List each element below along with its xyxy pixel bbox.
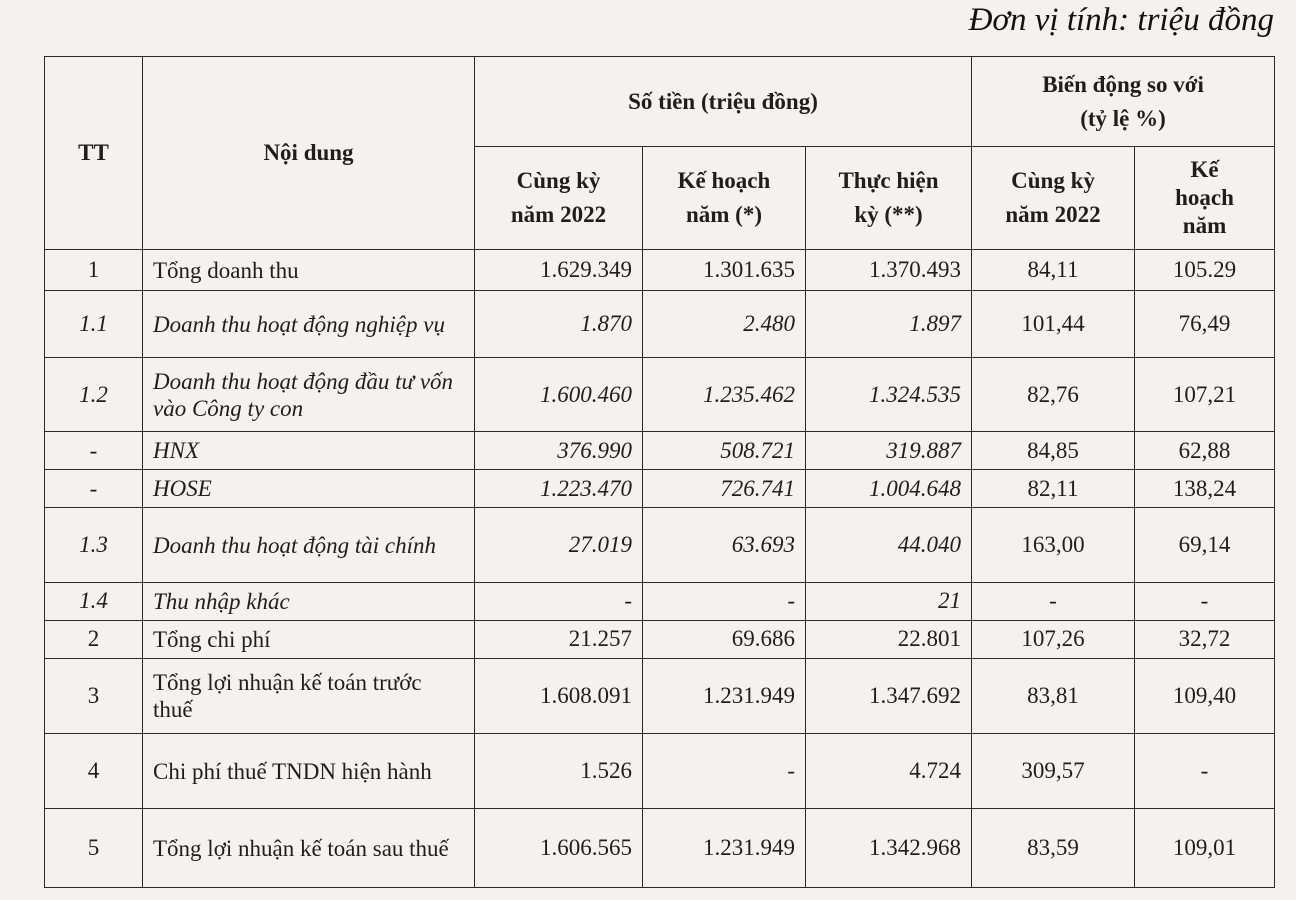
header-change-line1: Biến động so với [1042, 71, 1204, 97]
cell-prev-2022: 1.870 [475, 291, 643, 358]
cell-vs-plan: 69,14 [1135, 508, 1275, 582]
cell-vs-plan: 107,21 [1135, 357, 1275, 431]
cell-actual: 1.324.535 [806, 357, 972, 431]
table-row [45, 508, 1275, 582]
table-header [45, 57, 1275, 250]
cell-tt: 3 [45, 658, 143, 733]
cell-content: Tổng lợi nhuận kế toán trước thuế [143, 658, 475, 733]
table-row [45, 357, 1275, 431]
cell-actual: 1.347.692 [806, 658, 972, 733]
header-content: Nội dung [143, 57, 475, 250]
header-col-plan-line1: Kế hoạch [677, 168, 771, 193]
cell-content: HOSE [143, 470, 475, 508]
cell-content: HNX [143, 432, 475, 470]
cell-actual: 1.897 [806, 291, 972, 358]
header-col-actual-line1: Thực hiện [838, 168, 939, 193]
cell-actual: 1.342.968 [806, 809, 972, 888]
cell-prev-2022: 1.629.349 [475, 250, 643, 291]
header-col-plan [643, 147, 806, 250]
cell-prev-2022: 1.606.565 [475, 809, 643, 888]
cell-vs-plan: 32,72 [1135, 620, 1275, 658]
table-body [45, 250, 1275, 888]
cell-vs-plan: 76,49 [1135, 291, 1275, 358]
header-col-plan-line2: năm (*) [685, 202, 763, 227]
cell-plan: - [643, 734, 806, 809]
cell-actual: 21 [806, 582, 972, 620]
cell-plan: 63.693 [643, 508, 806, 582]
table-row [45, 809, 1275, 888]
cell-vs-prev: 84,85 [972, 432, 1135, 470]
header-col-vs-prev-line1: Cùng kỳ [1011, 168, 1095, 193]
cell-content: Tổng lợi nhuận kế toán sau thuế [143, 809, 475, 888]
table-row [45, 291, 1275, 358]
cell-plan: 2.480 [643, 291, 806, 358]
cell-vs-prev: 82,76 [972, 357, 1135, 431]
header-change-line2: (tỷ lệ %) [1080, 105, 1166, 131]
cell-prev-2022: 1.223.470 [475, 470, 643, 508]
table-row [45, 734, 1275, 809]
cell-tt: 1 [45, 250, 143, 291]
cell-vs-prev: 101,44 [972, 291, 1135, 358]
cell-vs-prev: 83,59 [972, 809, 1135, 888]
cell-prev-2022: 21.257 [475, 620, 643, 658]
financial-table [44, 56, 1275, 888]
cell-prev-2022: 376.990 [475, 432, 643, 470]
cell-plan: 726.741 [643, 470, 806, 508]
cell-plan: 1.235.462 [643, 357, 806, 431]
cell-actual: 22.801 [806, 620, 972, 658]
header-col-vs-plan-line1: Kế [1190, 157, 1219, 182]
header-col-actual-line2: kỳ (**) [854, 202, 923, 227]
header-tt: TT [45, 57, 143, 250]
cell-vs-plan: 109,01 [1135, 809, 1275, 888]
cell-vs-plan: - [1135, 582, 1275, 620]
cell-prev-2022: - [475, 582, 643, 620]
header-col-vs-plan-line2: hoạch [1175, 185, 1234, 210]
cell-content: Doanh thu hoạt động nghiệp vụ [143, 291, 475, 358]
cell-plan: - [643, 582, 806, 620]
table-row [45, 432, 1275, 470]
cell-prev-2022: 27.019 [475, 508, 643, 582]
table-row [45, 582, 1275, 620]
table-row [45, 250, 1275, 291]
cell-content: Doanh thu hoạt động đầu tư vốn vào Công ty con [143, 357, 475, 431]
cell-content: Thu nhập khác [143, 582, 475, 620]
cell-vs-prev: 83,81 [972, 658, 1135, 733]
cell-actual: 1.370.493 [806, 250, 972, 291]
cell-plan: 1.231.949 [643, 658, 806, 733]
cell-tt: - [45, 470, 143, 508]
header-col-prev [475, 147, 643, 250]
cell-content: Tổng doanh thu [143, 250, 475, 291]
cell-vs-prev: 82,11 [972, 470, 1135, 508]
cell-vs-plan: 138,24 [1135, 470, 1275, 508]
cell-vs-plan: - [1135, 734, 1275, 809]
cell-tt: - [45, 432, 143, 470]
header-col-vs-plan-line3: năm [1182, 213, 1227, 238]
cell-vs-prev: 107,26 [972, 620, 1135, 658]
cell-tt: 1.1 [45, 291, 143, 358]
cell-actual: 319.887 [806, 432, 972, 470]
cell-content: Tổng chi phí [143, 620, 475, 658]
cell-vs-prev: 163,00 [972, 508, 1135, 582]
header-change-group [972, 57, 1275, 147]
unit-label: Đơn vị tính: triệu đồng [968, 2, 1274, 38]
header-col-vs-prev-line2: năm 2022 [1005, 202, 1101, 227]
cell-vs-plan: 105.29 [1135, 250, 1275, 291]
cell-vs-prev: 309,57 [972, 734, 1135, 809]
header-col-prev-line1: Cùng kỳ [516, 168, 601, 193]
table-row [45, 658, 1275, 733]
cell-plan: 1.301.635 [643, 250, 806, 291]
cell-content: Doanh thu hoạt động tài chính [143, 508, 475, 582]
cell-tt: 5 [45, 809, 143, 888]
cell-prev-2022: 1.600.460 [475, 357, 643, 431]
cell-tt: 1.3 [45, 508, 143, 582]
table-row [45, 470, 1275, 508]
header-col-prev-line2: năm 2022 [510, 202, 607, 227]
cell-vs-prev: - [972, 582, 1135, 620]
cell-vs-prev: 84,11 [972, 250, 1135, 291]
cell-plan: 508.721 [643, 432, 806, 470]
table-row [45, 620, 1275, 658]
cell-actual: 4.724 [806, 734, 972, 809]
cell-tt: 2 [45, 620, 143, 658]
header-col-vs-prev [972, 147, 1135, 250]
cell-vs-plan: 109,40 [1135, 658, 1275, 733]
cell-tt: 4 [45, 734, 143, 809]
cell-prev-2022: 1.608.091 [475, 658, 643, 733]
header-amount-group: Số tiền (triệu đồng) [475, 57, 972, 147]
cell-tt: 1.4 [45, 582, 143, 620]
cell-actual: 1.004.648 [806, 470, 972, 508]
cell-plan: 1.231.949 [643, 809, 806, 888]
header-col-actual [806, 147, 972, 250]
header-col-vs-plan [1135, 147, 1275, 250]
cell-content: Chi phí thuế TNDN hiện hành [143, 734, 475, 809]
cell-prev-2022: 1.526 [475, 734, 643, 809]
cell-actual: 44.040 [806, 508, 972, 582]
cell-plan: 69.686 [643, 620, 806, 658]
cell-tt: 1.2 [45, 357, 143, 431]
cell-vs-plan: 62,88 [1135, 432, 1275, 470]
